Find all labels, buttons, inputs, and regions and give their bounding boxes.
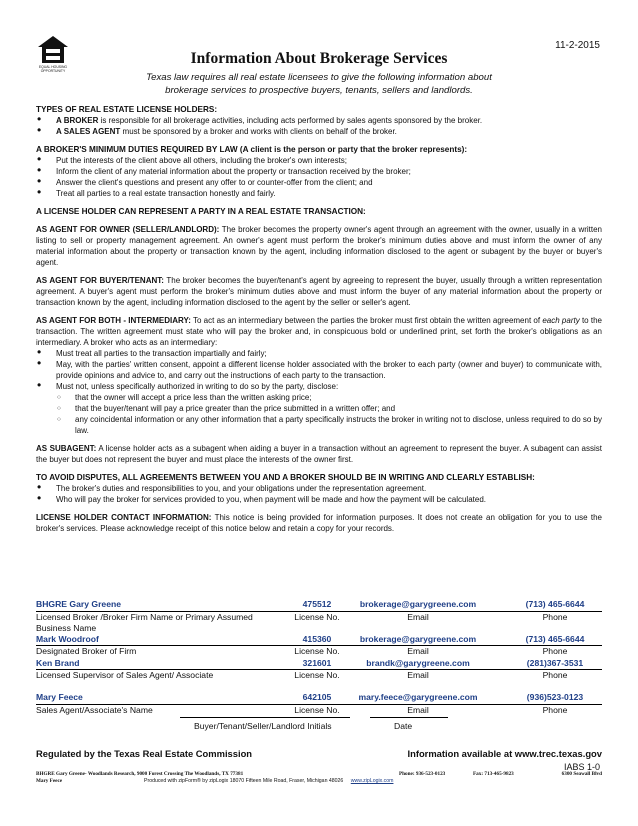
date-label: Date — [394, 721, 413, 731]
page-subtitle: Texas law requires all real estate licensees to give the following information about brokerage services to prospective buyers, tenants, sellers and landlords. — [146, 72, 492, 96]
contacts-table — [36, 599, 602, 716]
sub-list-item: ○ that the buyer/tenant will pay a price greater than the price submitted in a written offer; and — [56, 403, 602, 414]
supervisor-name: Ken Brand — [36, 657, 80, 668]
field-label: License No. — [294, 611, 340, 622]
table-row — [36, 599, 602, 612]
duties-list — [36, 155, 602, 199]
list-item: • A BROKER is responsible for all brokerage activities, including acts performed by sales agents sponsored by the broker. — [36, 115, 602, 126]
field-label: Email — [407, 704, 429, 715]
trec-info-text: Information available at www.trec.texas.gov — [407, 748, 602, 759]
logo-text: EQUAL HOUSING OPPORTUNITY — [38, 65, 68, 73]
email: brandk@garygreene.com — [366, 657, 470, 668]
table-label-row — [36, 646, 602, 658]
intermediary-list — [36, 348, 602, 392]
field-label: License No. — [294, 670, 340, 680]
file-name: 6300 Seawall Blvd — [561, 771, 602, 777]
disputes-list — [36, 483, 602, 505]
phone: (281)367-3531 — [526, 657, 584, 668]
list-item: • A SALES AGENT must be sponsored by a broker and works with clients on behalf of the broker. — [36, 126, 602, 137]
field-label: Email — [407, 646, 429, 656]
license-number: 475512 — [302, 599, 332, 609]
license-number: 321601 — [302, 657, 332, 668]
list-item: • Must not, unless specifically authorized in writing to do so by the party, disclose: — [36, 381, 602, 392]
table-row — [36, 692, 602, 705]
regulated-text: Regulated by the Texas Real Estate Commission — [36, 748, 253, 759]
owner-paragraph: AS AGENT FOR OWNER (SELLER/LANDLORD): The broker becomes the property owner's agent through an agreement with the owner, usually in a written listing to sell or property management agreement. An owner's agent must perform the broker's minimum duties above and must inform the owner of any material information about the property or transaction known by the agent, including information disclosed to the agent or subagent by the buyer or buyer's agent. — [36, 225, 603, 267]
office-fax: Fax: 713-465-9823 — [473, 771, 514, 777]
disputes-heading: TO AVOID DISPUTES, ALL AGREEMENTS BETWEEN YOU AND A BROKER SHOULD BE IN WRITING AND CLEARLY ESTABLISH: — [36, 473, 535, 482]
field-label: Sales Agent/Associate's Name — [36, 704, 153, 715]
initials-block — [180, 717, 460, 737]
footer-regulation — [36, 748, 602, 759]
list-item: • Answer the client's questions and present any offer to or counter-offer from the client; and — [36, 177, 602, 188]
agent-name: Mary Feece — [36, 778, 63, 784]
office-address: BHGRE Gary Greene- Woodlands Research, 9000 Forest Crossing The Woodlands, TX 77381 — [36, 771, 244, 777]
field-label: Designated Broker of Firm — [36, 646, 137, 656]
field-label: License No. — [294, 704, 340, 715]
produced-by: Produced with zipForm® by zipLogix 18070 Fifteen Mile Road, Fraser, Michigan 48026 — [144, 778, 344, 784]
table-label-row — [36, 670, 602, 692]
designated-broker-name: Mark Woodroof — [36, 633, 99, 644]
list-item: • Put the interests of the client above all others, including the broker's own interests; — [36, 155, 602, 166]
broker-firm-name: BHGRE Gary Greene — [36, 599, 122, 609]
form-id: IABS 1-0 — [563, 762, 600, 772]
document-body — [36, 104, 602, 534]
field-label: Phone — [542, 646, 568, 656]
initials-line[interactable] — [180, 717, 350, 718]
list-item: • Who will pay the broker for services provided to you, when payment will be made and how the payment will be calculated. — [36, 494, 602, 505]
field-label: Email — [407, 611, 429, 622]
represent-heading: A LICENSE HOLDER CAN REPRESENT A PARTY IN A REAL ESTATE TRANSACTION: — [36, 207, 366, 216]
phone: (713) 465-6644 — [525, 633, 585, 644]
license-number: 415360 — [302, 633, 332, 644]
list-item: • May, with the parties' written consent, appoint a different license holder associated with the broker to each party (owner and buyer) to communicate with, provide opinions and advice to, and carry out the instructions of each party to the transaction. — [36, 359, 602, 381]
list-item: • Must treat all parties to the transaction impartially and fairly; — [36, 348, 602, 359]
field-label: License No. — [294, 646, 340, 656]
sales-agent-name: Mary Feece — [36, 692, 83, 702]
types-heading: TYPES OF REAL ESTATE LICENSE HOLDERS: — [36, 105, 218, 114]
subagent-paragraph: AS SUBAGENT: A license holder acts as a subagent when aiding a buyer in a transaction without an agreement to represent the buyer. A subagent can assist the buyer but does not represent the buyer and must place the interests of the owner first. — [36, 444, 602, 464]
initials-label: Buyer/Tenant/Seller/Landlord Initials — [194, 721, 332, 731]
types-list — [36, 115, 602, 137]
footer-fineprint — [36, 771, 602, 785]
field-label: Phone — [542, 670, 568, 680]
email: brokerage@garygreene.com — [359, 633, 477, 644]
sub-list-item: ○ any coincidental information or any other information that a party specifically instructs the broker in writing not to disclose, unless required to do so by law. — [56, 414, 602, 436]
sub-list-item: ○ that the owner will accept a price less than the written asking price; — [56, 392, 602, 403]
field-label: Phone — [542, 704, 568, 715]
list-item: • Inform the client of any material information about the property or transaction received by the broker; — [36, 166, 602, 177]
list-item: • Treat all parties to a real estate transaction honestly and fairly. — [36, 188, 602, 199]
contact-info-paragraph: LICENSE HOLDER CONTACT INFORMATION: This notice is being provided for information purposes. It does not create an obligation for you to use the broker's services. Please acknowledge receipt of this notice below and retain a copy for your records. — [36, 513, 603, 533]
table-row — [36, 658, 602, 671]
intermediary-paragraph: AS AGENT FOR BOTH - INTERMEDIARY: To act as an intermediary between the parties the broker must first obtain the written agreement of each party to the transaction. The written agreement must state who will pay the broker and, in conspicuous bold or underlined print, set forth the broker's obligations as an intermediary. A broker who acts as an intermediary: — [36, 316, 602, 347]
field-label: Phone — [542, 611, 568, 622]
list-item: • The broker's duties and responsibilities to you, and your obligations under the representation agreement. — [36, 483, 602, 494]
disclose-sublist — [36, 392, 602, 436]
buyer-paragraph: AS AGENT FOR BUYER/TENANT: The broker becomes the buyer/tenant's agent by agreeing to represent the buyer, usually through a written representation agreement. A buyer's agent must perform the broker's minimum duties above and must inform the buyer of any material information about the property or transaction known by the agent, including information disclosed to the agent by the seller or seller's agent. — [36, 276, 602, 307]
duties-heading: A BROKER'S MINIMUM DUTIES REQUIRED BY LAW (A client is the person or party that the broker represents): — [36, 145, 468, 154]
field-label: Licensed Broker /Broker Firm Name or Primary Assumed Business Name — [36, 611, 253, 633]
page-title: Information About Brokerage Services — [190, 50, 448, 67]
field-label: Licensed Supervisor of Sales Agent/ Associate — [36, 670, 214, 680]
field-label: Email — [407, 670, 429, 680]
phone: (713) 465-6644 — [525, 599, 585, 609]
table-row — [36, 634, 602, 647]
form-date: 11-2-2015 — [555, 40, 600, 51]
office-phone: Phone: 936-523-0123 — [399, 771, 446, 777]
table-label-row — [36, 705, 602, 717]
email: mary.feece@garygreene.com — [358, 692, 478, 702]
phone: (936)523-0123 — [526, 692, 584, 702]
ziplogix-link[interactable]: www.zipLogix.com — [350, 778, 394, 784]
license-number: 642105 — [302, 692, 332, 702]
email: brokerage@garygreene.com — [359, 599, 477, 609]
date-line[interactable] — [370, 717, 448, 718]
table-label-row — [36, 612, 602, 634]
